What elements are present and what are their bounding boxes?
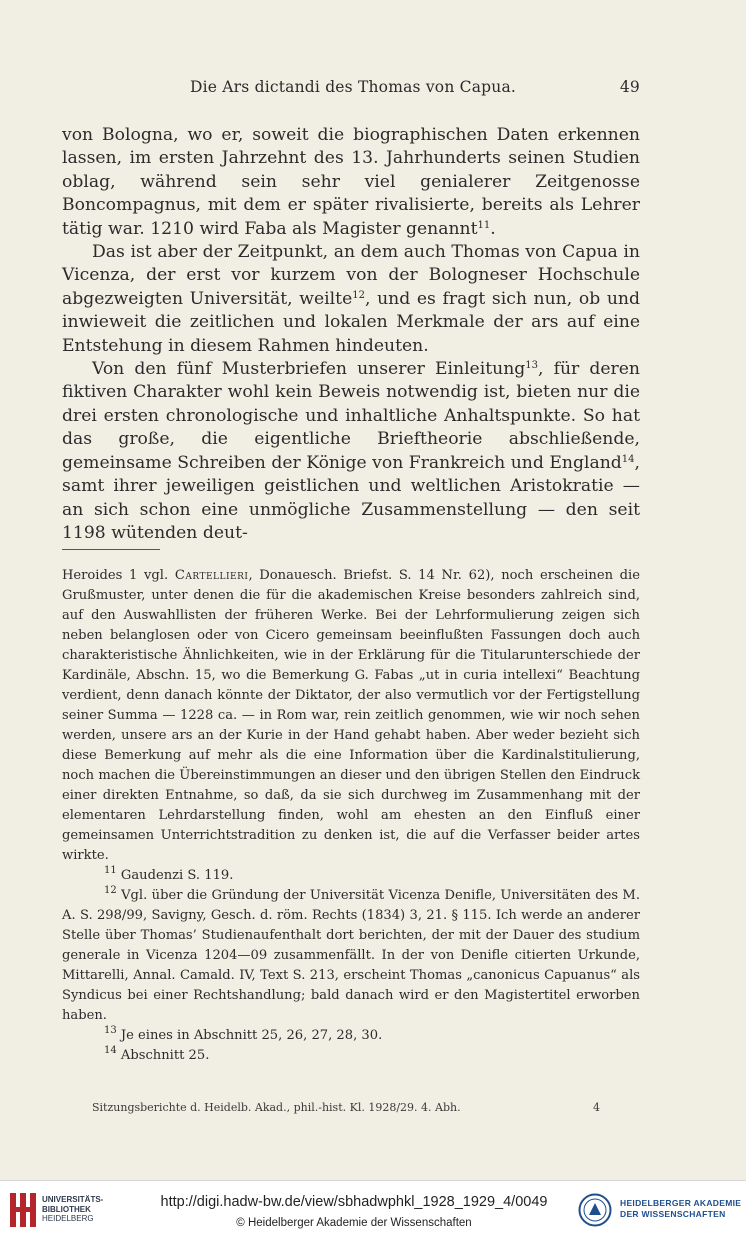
footnote-ref: 12	[104, 885, 117, 896]
footnote-12: $^{12}$ Vgl. über die Gründung der Universität Vicenza Denifle, Universitäten des M. A. S. 298/99, Savigny, Gesch. d. röm. Rechts (1834) 3, 21. § 115. Ich werde an anderer Stelle über Thomas’ Studienaufenthalt dort berichten, der mit der Dauer des studium generale in Vicenza 1204—09 zusammenfällt. In der von Denifle citierten Urkunde, Mittarelli, Annal. Camald. IV, Text S. 213, erscheint Thomas „canonicus Capuanus“ als Syndicus bei einer Rechtshandlung; bald danach wird er den Magistertitel erworben haben.	[62, 885, 640, 1023]
footnote-divider	[62, 549, 160, 550]
page-footer	[92, 1101, 600, 1114]
footnote-ref: 11	[477, 219, 491, 231]
running-head-title: Die Ars dictandi des Thomas von Capua.	[190, 78, 517, 96]
footnote-ref: 13	[104, 1025, 117, 1036]
footnote-11: $^{11}$ Gaudenzi S. 119.	[104, 865, 234, 883]
university-library-name: UNIVERSITÄTS- BIBLIOTHEK HEIDELBERG	[42, 1195, 104, 1223]
academy-name: HEIDELBERGER AKADEMIE DER WISSENSCHAFTEN	[620, 1198, 742, 1219]
copyright-notice: © Heidelberger Akademie der Wissenschaften	[236, 1217, 472, 1229]
paragraph-3: Von den fünf Musterbriefen unserer Einleitung$^{13}$, für deren fiktiven Charakter wohl kein Beweis notwendig ist, bieten nur die drei ersten chronologische und inhaltliche Anhaltspunkte. So hat das große, die eigentliche Brieftheorie abschließende, gemeinsame Schreiben der Könige von Frankreich und England$^{14}$, samt ihrer jeweiligen geistlichen und weltlichen Aristokratie — an sich schon eine unmögliche Zusammenstellung — den seit 1198 wütenden deut-	[62, 359, 640, 543]
footnote-14: $^{14}$ Abschnitt 25.	[104, 1045, 210, 1063]
paragraph-1: von Bologna, wo er, soweit die biographischen Daten erkennen lassen, im ersten Jahrzehnt des 13. Jahrhunderts seinen Studien oblag, während sein sehr viel genialerer Zeitgenosse Boncompagnus, mit dem er später rivalisierte, bereits als Lehrer tätig war. 1210 wird Faba als Magister genannt$^{11}$.	[62, 125, 640, 239]
footnote-ref: 14	[104, 1045, 117, 1056]
footnote-ref: 11	[104, 865, 117, 876]
academy-seal-icon	[578, 1193, 612, 1227]
viewer-banner	[0, 1180, 746, 1237]
running-head	[62, 78, 640, 100]
footnote-13: $^{13}$ Je eines in Abschnitt 25, 26, 27, 28, 30.	[104, 1025, 383, 1043]
footnote-ref: 14	[621, 453, 635, 465]
page-number: 49	[619, 78, 640, 96]
permalink-url[interactable]: http://digi.hadw-bw.de/view/sbhadwphkl_1928_1929_4/0049	[160, 1194, 548, 1210]
university-library-logo-icon	[8, 1190, 40, 1230]
body-text	[62, 124, 640, 545]
paragraph-2: Das ist aber der Zeitpunkt, an dem auch Thomas von Capua in Vicenza, der erst vor kurzem von der Bologneser Hochschule abgezweigten Universität, weilte$^{12}$, und es fragt sich nun, ob und inwieweit die zeitlichen und lokalen Merkmale der ars auf eine Entstehung in diesem Rahmen hindeuten.	[62, 242, 640, 356]
footnotes	[62, 566, 640, 1066]
footnote-ref: 13	[525, 360, 539, 372]
footnote-ref: 12	[352, 289, 365, 301]
small-caps-name: Cartellieri	[174, 568, 249, 583]
footer-citation: Sitzungsberichte d. Heidelb. Akad., phil.-hist. Kl. 1928/29. 4. Abh.	[92, 1101, 461, 1114]
footnote-continuation: Heroides 1 vgl. Cartellieri, Donauesch. Briefst. S. 14 Nr. 62), noch erscheinen die Grußmuster, unter denen die für die akademischen Kreise besonders zahlreich sind, auf den Auswahllisten der früheren Werke. Bei der Lehrformulierung zeigen sich neben belanglosen oder von Cicero gemeinsam beeinflußten Fassungen doch auch charakteristische Ähnlichkeiten, wie in der Erklärung für die Titularunterschiede der Kardinäle, Abschn. 15, wo die Bemerkung G. Fabas „ut in curia intellexi“ Beachtung verdient, denn danach könnte der Diktator, der also vermutlich vor der Fertigstellung seiner Summa — 1228 ca. — in Rom war, rein zeitlich genommen, wie wir noch sehen werden, unsere ars an der Kurie in der Hand gehabt haben. Aber weder bezieht sich diese Bemerkung auf mehr als die eine Information über die Kardinalstitulierung, noch machen die Übereinstimmungen an dieser und den übrigen Stellen den Eindruck einer direkten Entnahme, so daß, da sie sich durchweg im Zusammenhang mit der elementaren Lehrdarstellung finden, wohl am ehesten an den Einfluß einer gemeinsamen Unterrichtstradition zu denken ist, die auf die Verfasser beider artes wirkte.	[62, 568, 640, 863]
footer-signature: 4	[593, 1101, 600, 1114]
